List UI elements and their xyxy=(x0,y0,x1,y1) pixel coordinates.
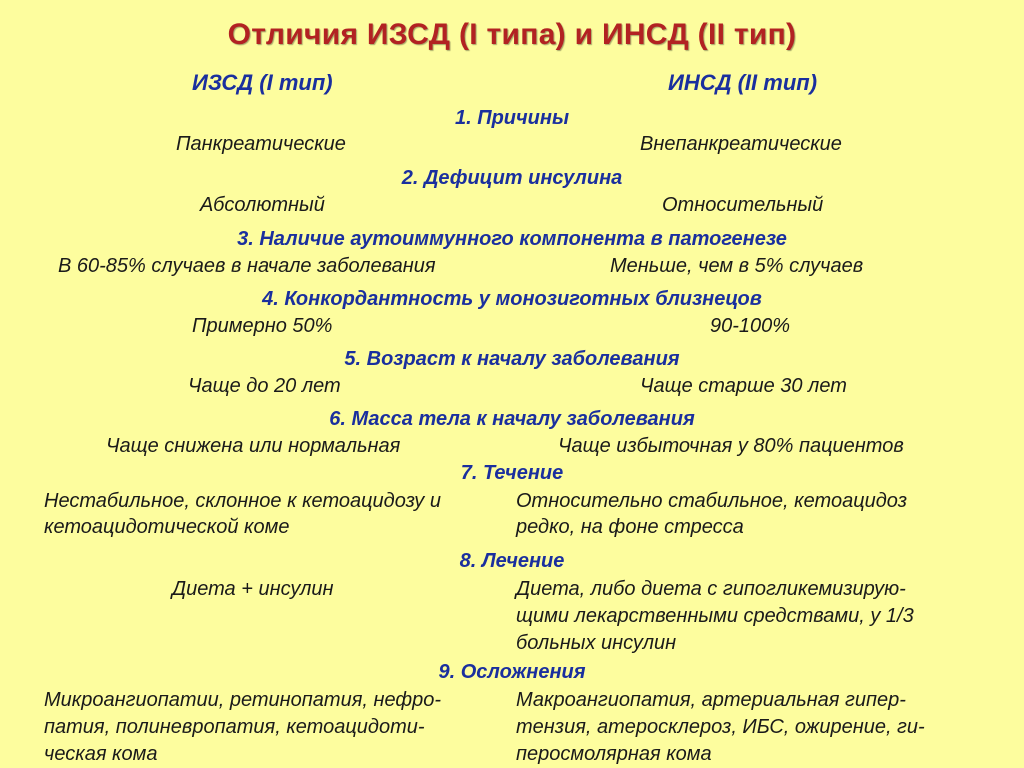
cell-left-treatment: Диета + инсулин xyxy=(172,578,334,600)
cell-left-course-line1: Нестабильное, склонное к кетоацидозу и xyxy=(44,490,441,512)
cell-left-onset-age: Чаще до 20 лет xyxy=(188,375,341,397)
cell-right-onset-age: Чаще старше 30 лет xyxy=(640,375,847,397)
section-heading-autoimmune: 3. Наличие аутоиммунного компонента в патогенезе xyxy=(237,228,787,250)
cell-right-causes: Внепанкреатические xyxy=(640,133,842,155)
cell-left-concordance: Примерно 50% xyxy=(192,315,333,337)
cell-right-course-line1: Относительно стабильное, кетоацидоз xyxy=(516,490,907,512)
cell-left-autoimmune: В 60-85% случаев в начале заболевания xyxy=(58,255,436,277)
section-heading-course: 7. Течение xyxy=(460,462,564,484)
section-heading-causes: 1. Причины xyxy=(454,107,570,129)
cell-right-complications-line3: перосмолярная кома xyxy=(516,743,712,765)
cell-left-body-mass: Чаще снижена или нормальная xyxy=(106,435,401,457)
cell-left-complications-line1: Микроангиопатии, ретинопатия, нефро- xyxy=(44,689,442,711)
section-heading-body-mass: 6. Масса тела к началу заболевания xyxy=(329,408,695,430)
cell-right-insulin-deficit: Относительный xyxy=(662,194,824,216)
column-header-type2: ИНСД (II тип) xyxy=(668,70,818,95)
cell-right-concordance: 90-100% xyxy=(710,315,791,337)
cell-right-complications-line1: Макроангиопатия, артериальная гипер- xyxy=(516,689,906,711)
cell-left-complications-line3: ческая кома xyxy=(44,743,158,765)
section-heading-concordance: 4. Конкордантность у монозиготных близнецов xyxy=(262,288,762,310)
cell-left-complications-line2: патия, полиневропатия, кетоацидоти- xyxy=(44,716,425,738)
section-heading-onset-age: 5. Возраст к началу заболевания xyxy=(344,348,680,370)
cell-right-autoimmune: Меньше, чем в 5% случаев xyxy=(610,255,864,277)
cell-right-body-mass: Чаще избыточная у 80% пациентов xyxy=(558,435,904,457)
column-header-type1: ИЗСД (I тип) xyxy=(192,70,333,95)
cell-left-course-line2: кетоацидотической коме xyxy=(44,516,290,538)
cell-right-treatment-line2: щими лекарственными средствами, у 1/3 xyxy=(516,605,914,627)
cell-right-treatment-line3: больных инсулин xyxy=(516,632,677,654)
section-heading-insulin-deficit: 2. Дефицит инсулина xyxy=(401,167,623,189)
cell-right-complications-line2: тензия, атеросклероз, ИБС, ожирение, ги- xyxy=(516,716,925,738)
cell-left-causes: Панкреатические xyxy=(176,133,346,155)
cell-left-insulin-deficit: Абсолютный xyxy=(200,194,325,216)
section-heading-complications: 9. Осложнения xyxy=(438,661,586,683)
cell-right-course-line2: редко, на фоне стресса xyxy=(516,516,744,538)
cell-right-treatment-line1: Диета, либо диета с гипогликемизирую- xyxy=(516,578,906,600)
page-title: Отличия ИЗСД (I типа) и ИНСД (II тип) xyxy=(227,18,797,51)
section-heading-treatment: 8. Лечение xyxy=(459,550,565,572)
